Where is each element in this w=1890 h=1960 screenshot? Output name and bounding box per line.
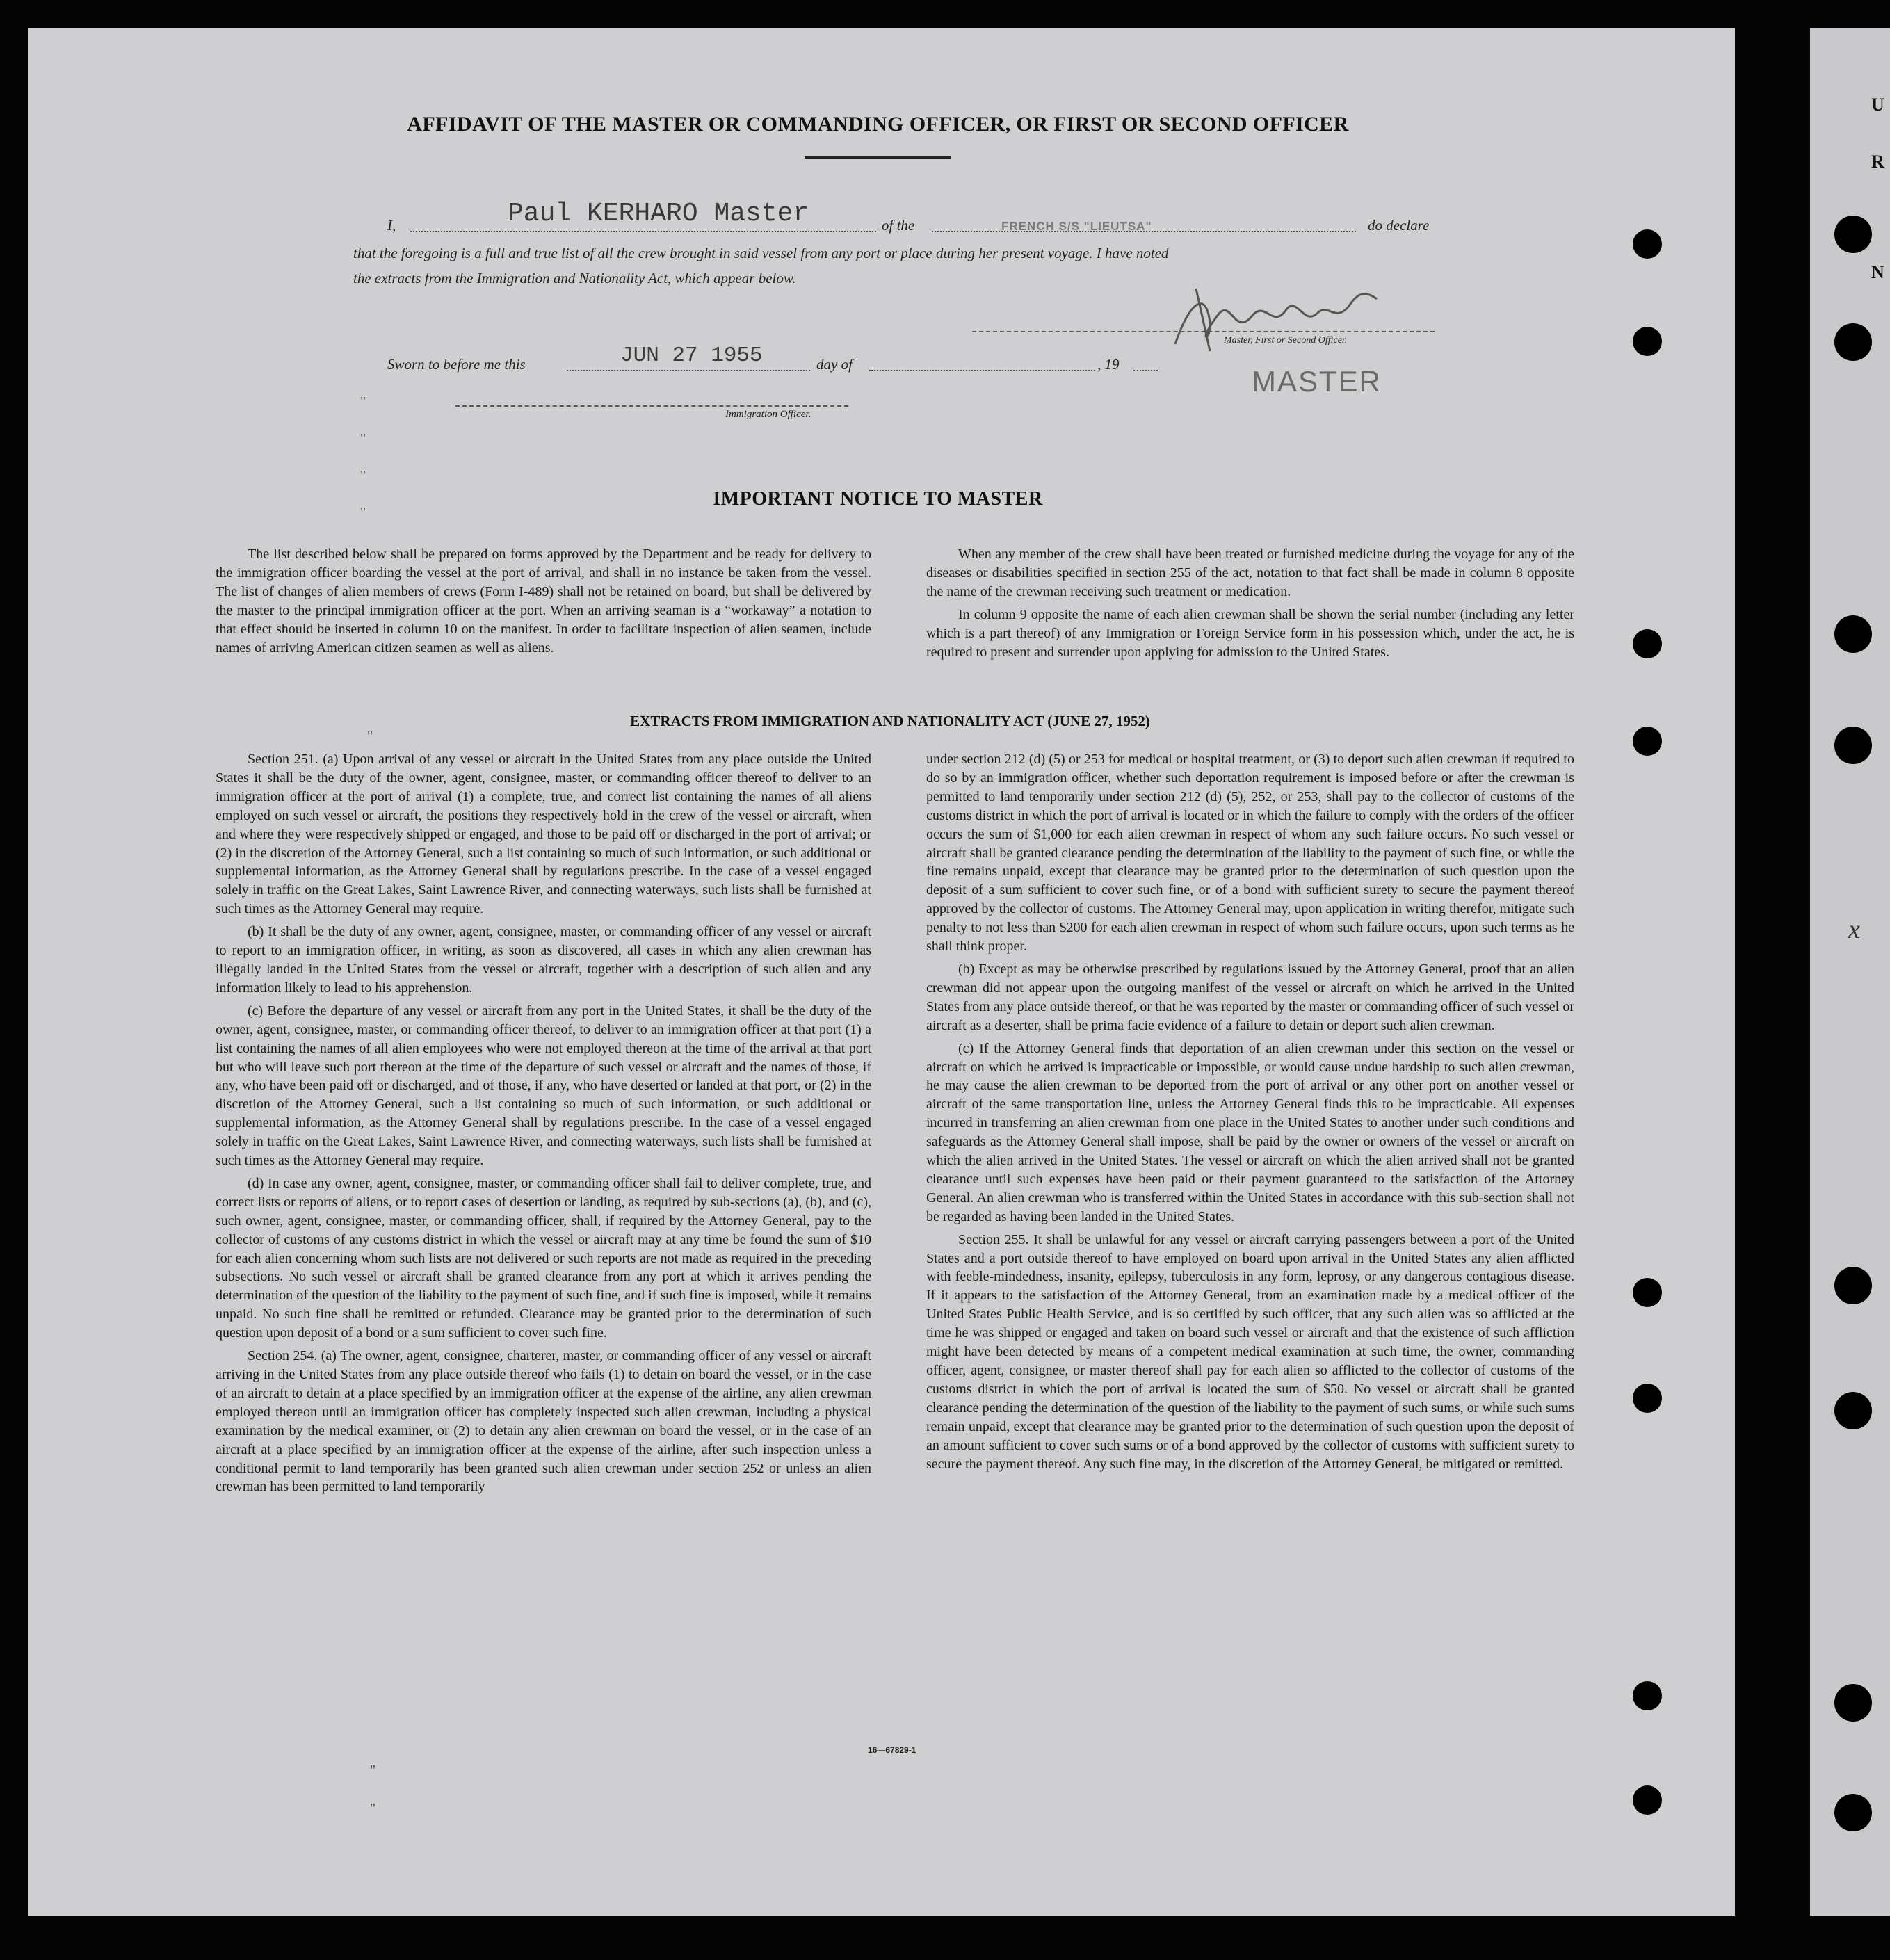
ditto-mark: " [370,1763,376,1778]
declaration-line-1: that the foregoing is a full and true list of all the crew brought in said vessel from any port or place during her present voyage. I have noted [353,245,1169,261]
year-blank [1133,370,1158,371]
punch-hole [1633,229,1662,259]
ditto-mark: " [370,1801,376,1816]
month-blank [869,370,1095,371]
declaration-line-2: the extracts from the Immigration and Nationality Act, which appear below. [353,270,796,286]
notice-title: IMPORTANT NOTICE TO MASTER [713,488,1043,510]
master-stamp: MASTER [1252,365,1382,398]
notice-right-column [926,545,1574,665]
ditto-mark: " [360,505,366,520]
section-251-b: (b) It shall be the duty of any owner, agent, consignee, master, or commanding officer of any vessel or aircraft to report to an immigration officer, in writing, as soon as discovered, all cases in which any alien crewman has illegally landed in the United States from the vessel or aircraft, together with a description of such alien and any information likely to lead to his apprehension. [216,924,871,996]
name-blank [410,231,876,232]
adjacent-page-edge [1810,28,1890,1916]
immigration-officer-caption: Immigration Officer. [725,409,811,420]
extracts-title: EXTRACTS FROM IMMIGRATION AND NATIONALITY ACT (JUNE 27, 1952) [630,713,1150,729]
punch-hole [1834,216,1872,253]
punch-hole [1633,727,1662,756]
notice-left-text: The list described below shall be prepared on forms approved by the Department and be ready for delivery to the immigration officer boarding the vessel at the port of arrival, and shall in no instance be taken from the vessel. The list of changes of alien members of crews (Form I-489) shall not be retained on board, but shall be delivered by the master to the principal immigration officer at the port. When an arriving seaman is a “workaway” a notation to that effect should be inserted in column 10 on the manifest. In order to facilitate inspection of alien seamen, include names of arriving American citizen seamen as well as aliens. [216,546,871,656]
section-254-b: (b) Except as may be otherwise prescribed by regulations issued by the Attorney General, proof that an alien crewman did not appear upon the outgoing manifest of the vessel or aircraft on which he arrived in the United States from any place outside thereof, or that he was reported by the master or commanding officer of such vessel or aircraft as a deserter, shall be prima facie evidence of a failure to detain or deport such alien crewman. [926,961,1574,1033]
punch-hole [1633,1785,1662,1815]
ditto-mark: " [360,431,366,446]
punch-hole [1834,1392,1872,1429]
sworn-label: Sworn to before me this [387,356,526,373]
section-251-d: (d) In case any owner, agent, consignee, master, or commanding officer shall fail to deliver complete, true, and correct lists or reports of aliens, or to report cases of desertion or landing, as required by sub-sections (a), (b), and (c), such owner, agent, consignee, master, or commanding officer, shall, if required by the Attorney General, pay to the collector of customs of any customs district in which the vessel or aircraft may at any time be found the sum of $10 for each alien concerning whom such lists are not delivered or such reports are not made as required in the preceding subsections. No such vessel or aircraft shall be granted clearance from any port at which it arrives pending the determination of the question of the liability to the payment of such fine, and if such fine is imposed, while it remains unpaid. No such fine shall be remitted or refunded. Clearance may be granted prior to the determination of such question upon deposit of a bond or a sum sufficient to cover such fine. [216,1175,871,1341]
sworn-day-blank [567,370,810,371]
master-caption: Master, First or Second Officer. [1224,335,1348,346]
punch-hole [1633,1384,1662,1413]
ditto-mark: " [360,468,366,483]
adjacent-letter: U [1871,95,1884,115]
punch-hole [1633,1681,1662,1710]
of-the-label: of the [882,217,915,234]
section-254-a: Section 254. (a) The owner, agent, consignee, charterer, master, or commanding officer of any vessel or aircraft arriving in the United States from any place outside thereof who fails (1) to detain on board the vessel, or in the case of an aircraft to detain at a place specified by an immigration officer at the expense of the airline, any alien crewman employed thereon until an immigration officer has completely inspected such alien crewman, including a physical examination by the medical examiner, or (2) to detain any alien crewman on board the vessel, or in the case of an aircraft at a place specified by an immigration officer at the expense of the airline, after such inspection unless a conditional permit to land temporarily has been granted such alien crewman under section 252 or unless an alien crewman has been permitted to land temporarily [216,1348,871,1495]
punch-hole [1834,323,1872,361]
day-of-label: day of [816,356,853,373]
punch-hole [1834,615,1872,653]
section-255: Section 255. It shall be unlawful for any vessel or aircraft carrying passengers between a port of the United States and a port outside thereof to have employed on board upon arrival in the United States any alien afflicted with feeble-mindedness, insanity, epilepsy, tuberculosis in any form, leprosy, or any dangerous contagious disease. If it appears to the satisfaction of the Attorney General, from an examination made by a medical officer of the United States Public Health Service, and is so certified by such officer, that any such alien was so afflicted at the time he was shipped or engaged and taken on board such vessel or aircraft and that the existence of such affliction might have been detected by means of a competent medical examination at such time, the owner, commanding officer, agent, consignee, or master thereof shall pay for each alien so afflicted to the collector of customs of the customs district in which the port of arrival is located the sum of $50. No vessel or aircraft shall be granted clearance pending the determination of the question of the liability to the payment of such sums, or while such sums remain unpaid, except that clearance may be granted prior to the determination of such question upon the deposit of an amount sufficient to cover such sums or of a bond approved by the collector of customs with sufficient surety to secure the payment thereof. Any such fine may, in the discretion of the Attorney General, be mitigated or remitted. [926,1231,1574,1472]
section-254-c: (c) If the Attorney General finds that deportation of an alien crewman under this section on the vessel or aircraft on which he arrived is impracticable or impossible, or would cause undue hardship to such alien crewman, he may cause the alien crewman to be deported from the port of arrival or any other port on another vessel or aircraft of the same transportation line, unless the Attorney General finds this to be impracticable. All expenses incurred in transferring an alien crewman from one place in the United States to another under such conditions and safeguards as the Attorney General shall impose, shall be paid by the owner or owners of the vessel or aircraft on which the alien arrived in the United States. The vessel or aircraft on which the alien arrived shall not be granted clearance until such expenses have been paid or their payment guaranteed to the satisfaction of the Attorney General. An alien crewman who is transferred within the United States in accordance with this sub-section shall not be regarded as having been landed in the United States. [926,1040,1574,1224]
punch-hole [1834,1794,1872,1831]
notice-right-text-2: In column 9 opposite the name of each alien crewman shall be shown the serial number (including any letter which is a part thereof) of any Immigration or Foreign Service form in his possession which, under the act, he is required to present and surrender upon applying for admission to the United States. [926,606,1574,660]
sworn-date-stamp: JUN 27 1955 [620,343,763,368]
vessel-name-stamp: FRENCH S/S "LIEUTSA" [1001,220,1152,233]
notice-left-column [216,545,871,661]
adjacent-letter: R [1871,152,1884,172]
affidavit-title: AFFIDAVIT OF THE MASTER OR COMMANDING OFFICER, OR FIRST OR SECOND OFFICER [407,113,1349,136]
typed-master-name: Paul KERHARO Master [508,199,809,229]
punch-hole [1834,1267,1872,1304]
section-251-a: Section 251. (a) Upon arrival of any vessel or aircraft in the United States from any place outside the United States it shall be the duty of the owner, agent, consignee, master, or commanding officer thereof to deliver to an immigration officer at the port of arrival (1) a complete, true, and correct list containing the names of all aliens employed on such vessel or aircraft, the positions they respectively hold in the crew of the vessel or aircraft, when and where they were respectively shipped or engaged, and those to be paid off or discharged in the port of arrival; or (2) in the discretion of the Attorney General, such a list containing so much of such information, or such additional or supplemental information, as the Attorney General shall by regulations prescribe. In the case of a vessel engaged solely in traffic on the Great Lakes, Saint Lawrence River, and connecting waterways, such lists shall be furnished at such times as the Attorney General may require. [216,752,871,917]
notice-right-text-1: When any member of the crew shall have been treated or furnished medicine during the voyage for any of the diseases or disabilities specified in section 255 of the act, notation to that fact shall be made in column 8 opposite the name of the crewman receiving such treatment or medication. [926,546,1574,599]
do-declare-label: do declare [1368,217,1430,234]
punch-hole [1834,727,1872,764]
section-251-c: (c) Before the departure of any vessel or aircraft from any port in the United States, it shall be the duty of the owner, agent, consignee, master, or commanding officer thereof, to deliver to an immigration officer at that port (1) a list containing the names of all alien employees who were not employed thereon at the time of the arrival at that port but who will leave such port thereon at the time of the departure of such vessel or aircraft and the names of those, if any, who have been paid off or discharged, and of those, if any, who have deserted or landed at that port, or (2) in the discretion of the Attorney General, such a list containing so much of such information, or such additional or supplemental information, as the Attorney General shall by regulations prescribe. In the case of a vessel engaged solely in traffic on the Great Lakes, Saint Lawrence River, and connecting waterways, such lists shall be furnished at such times as the Attorney General may require. [216,1003,871,1169]
pencil-mark: x [1848,915,1860,944]
punch-hole [1633,327,1662,356]
immigration-officer-line [455,405,848,407]
i-label: I, [387,217,396,234]
punch-hole [1633,629,1662,658]
extracts-right-column [926,750,1574,1477]
adjacent-letter: N [1871,262,1884,282]
ditto-mark: " [360,394,366,410]
title-underline [805,156,951,159]
year-prefix: , 19 [1097,356,1120,373]
punch-hole [1633,1278,1662,1307]
extracts-left-column [216,750,871,1500]
section-254-a-continued: under section 212 (d) (5) or 253 for medical or hospital treatment, or (3) to deport such alien crewman if required to do so by an immigration officer, whether such deportation requirement is imposed before or after the crewman is permitted to land temporarily under section 212 (d) (5), 252, or 253, shall pay to the collector of customs of the customs district in which the port of arrival is located or in which the failure to comply with the orders of the officer occurs the sum of $1,000 for each alien crewman in respect of whom any such failure occurs. No such vessel or aircraft shall be granted clearance pending the determination of the liability to the payment of such fine, or while the fine remains unpaid, except that clearance may be granted prior to the determination of such question upon the deposit of a sum sufficient to cover such fine, or of a bond with sufficient surety to secure the payment thereof approved by the collector of customs. The Attorney General may, upon application in writing therefor, mitigate such penalty to not less than $200 for each alien crewman in respect of whom such failure occurs, upon such terms as he shall think proper. [926,752,1574,955]
ditto-mark: " [367,729,373,744]
form-number: 16—67829-1 [868,1745,916,1755]
punch-hole [1834,1684,1872,1722]
